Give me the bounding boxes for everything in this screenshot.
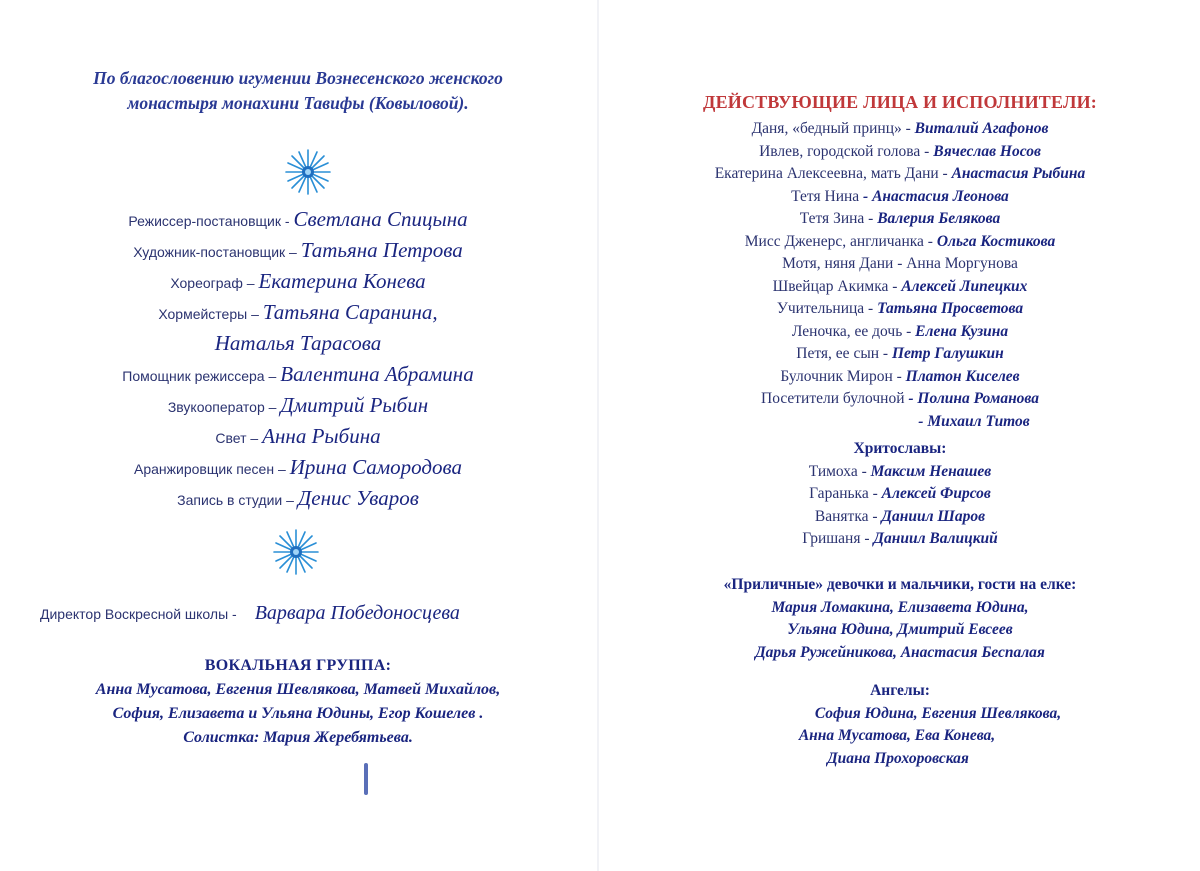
credit-role: Хореограф – xyxy=(170,275,255,291)
blessing-line: По благословению игумении Вознесенского женского xyxy=(93,68,503,88)
cast-role: Тетя Нина xyxy=(791,187,860,205)
cast-role: Мотя, няня Дани - Анна Моргунова xyxy=(782,255,1018,272)
cast-row xyxy=(600,321,1200,344)
director-role: Директор Воскресной школы - xyxy=(40,606,237,622)
cast-row xyxy=(600,298,1200,321)
credit-row xyxy=(0,359,596,390)
cast-row xyxy=(600,276,1200,299)
credit-role: Звукооператор – xyxy=(167,399,277,415)
left-page xyxy=(0,0,596,871)
snowflake-star-icon xyxy=(284,148,332,196)
credit-name: Ирина Самородова xyxy=(289,455,462,479)
right-page xyxy=(600,0,1200,871)
pen-mark xyxy=(364,763,368,795)
cast-name: Платон Киселев xyxy=(905,367,1020,385)
cast-name: - Полина Романова xyxy=(908,390,1039,407)
cast-name: Петр Галушкин xyxy=(891,345,1004,362)
cast-row xyxy=(600,411,1200,434)
cast-role: Даня, «бедный принц» - xyxy=(751,120,911,137)
cast-role: Булочник Мирон - xyxy=(780,367,902,385)
guests-group xyxy=(600,574,1200,664)
cast-row xyxy=(600,343,1200,366)
cast-name: Вячеслав Носов xyxy=(933,142,1041,160)
christoslavy-title: Хритославы: xyxy=(853,440,947,457)
page-fold xyxy=(597,0,599,871)
cast-row xyxy=(600,186,1200,209)
credit-role: Свет – xyxy=(215,430,259,446)
cast-name: Максим Ненашев xyxy=(870,462,992,480)
credit-row xyxy=(0,235,596,266)
vocal-group-line: София, Елизавета и Ульяна Юдины, Егор Кошелев . xyxy=(112,705,484,722)
cast-name: Елена Кузина xyxy=(915,322,1009,340)
cast-role: Тетя Зина - xyxy=(799,210,874,227)
credit-name: Дмитрий Рыбин xyxy=(280,393,429,417)
credit-role: Помощник режиссера – xyxy=(122,368,277,384)
credit-role: Режиссер-постановщик - xyxy=(128,213,290,229)
cast-row xyxy=(600,483,1200,506)
credit-row xyxy=(0,297,596,328)
cast-row xyxy=(600,528,1200,551)
cast-row xyxy=(600,388,1200,411)
credit-name: Татьяна Саранина, xyxy=(262,300,438,324)
credit-row xyxy=(0,483,596,514)
cast-role: Гришаня - xyxy=(802,530,870,547)
credits-list xyxy=(0,204,596,514)
credit-name: Валентина Абрамина xyxy=(280,362,474,386)
cast-row xyxy=(600,253,1200,276)
christoslavy-group xyxy=(600,438,1200,551)
snowflake-star-icon xyxy=(272,528,320,576)
guests-line: Ульяна Юдина, Дмитрий Евсеев xyxy=(787,621,1013,638)
cast-role: Гаранька - xyxy=(809,485,878,502)
cast-name: - Михаил Титов xyxy=(918,412,1030,430)
guests-line: Мария Ломакина, Елизавета Юдина, xyxy=(771,598,1029,616)
vocal-group-line: Солистка: Мария Жеребятьева. xyxy=(183,729,413,746)
vocal-group-title: ВОКАЛЬНАЯ ГРУППА: xyxy=(204,657,392,674)
cast-role: Швейцар Акимка - xyxy=(772,277,898,295)
cast-role: Екатерина Алексеевна, мать Дани - xyxy=(714,165,948,182)
cast-list xyxy=(600,118,1200,433)
blessing-text xyxy=(20,66,576,116)
cast-role: Мисс Дженерс, англичанка - xyxy=(744,232,933,250)
angels-group xyxy=(600,680,1200,770)
director-credit xyxy=(40,602,580,625)
cast-row xyxy=(600,366,1200,389)
credit-row xyxy=(0,266,596,297)
cast-name: Алексей Липецких xyxy=(901,277,1028,295)
guests-title: «Приличные» девочки и мальчики, гости на елке: xyxy=(723,576,1077,593)
credit-row xyxy=(0,328,596,359)
angels-line: Анна Мусатова, Ева Конева, xyxy=(798,727,996,744)
credit-row xyxy=(0,204,596,235)
cast-name: Валерия Белякова xyxy=(877,210,1001,227)
cast-name: Анастасия Рыбина xyxy=(951,165,1086,182)
cast-role: Посетители булочной xyxy=(761,390,905,407)
credit-role: Хормейстеры – xyxy=(158,306,259,322)
cast-row xyxy=(600,461,1200,484)
cast-row xyxy=(600,231,1200,254)
blessing-line: монастыря монахини Тавифы (Ковыловой). xyxy=(127,93,469,113)
angels-line: София Юдина, Евгения Шевлякова, xyxy=(814,704,1062,722)
credit-name: Денис Уваров xyxy=(297,486,419,510)
angels-title: Ангелы: xyxy=(870,682,930,699)
credit-role: Запись в студии – xyxy=(177,492,294,508)
cast-name: Даниил Валицкий xyxy=(873,530,998,547)
credit-name: Светлана Спицына xyxy=(293,207,468,231)
credit-role: Художник-постановщик – xyxy=(133,244,297,260)
cast-role: Учительница - xyxy=(776,300,874,317)
cast-name: Даниил Шаров xyxy=(881,507,986,525)
cast-name: - Анастасия Леонова xyxy=(863,187,1009,205)
credit-name: Екатерина Конева xyxy=(258,269,426,293)
cast-name: Ольга Костикова xyxy=(936,232,1056,250)
credit-row xyxy=(0,452,596,483)
cast-row xyxy=(600,506,1200,529)
credit-name: Анна Рыбина xyxy=(262,424,381,448)
cast-role: Тимоха - xyxy=(808,462,867,480)
cast-role: Ивлев, городской голова - xyxy=(759,142,930,160)
cast-row xyxy=(600,163,1200,186)
cast-name: Алексей Фирсов xyxy=(881,485,991,502)
credit-role: Аранжировщик песен – xyxy=(134,461,286,477)
vocal-group-line: Анна Мусатова, Евгения Шевлякова, Матвей Михайлов, xyxy=(95,681,501,698)
angels-line: Диана Прохоровская xyxy=(827,749,969,767)
director-name: Варвара Победоносцева xyxy=(254,602,460,624)
cast-title: ДЕЙСТВУЮЩИЕ ЛИЦА И ИСПОЛНИТЕЛИ: xyxy=(702,92,1097,112)
cast-row xyxy=(600,141,1200,164)
credit-row xyxy=(0,421,596,452)
cast-role: Петя, ее сын - xyxy=(796,345,889,362)
cast-role: Леночка, ее дочь - xyxy=(791,322,912,340)
credit-row xyxy=(0,390,596,421)
cast-row xyxy=(600,208,1200,231)
vocal-group xyxy=(0,657,596,750)
guests-line: Дарья Ружейникова, Анастасия Беспалая xyxy=(755,643,1045,661)
credit-name: Наталья Тарасова xyxy=(214,331,382,355)
cast-row xyxy=(600,118,1200,141)
cast-role: Ванятка - xyxy=(814,507,878,525)
cast-name: Татьяна Просветова xyxy=(877,300,1024,317)
credit-name: Татьяна Петрова xyxy=(300,238,463,262)
cast-name: Виталий Агафонов xyxy=(914,120,1049,137)
